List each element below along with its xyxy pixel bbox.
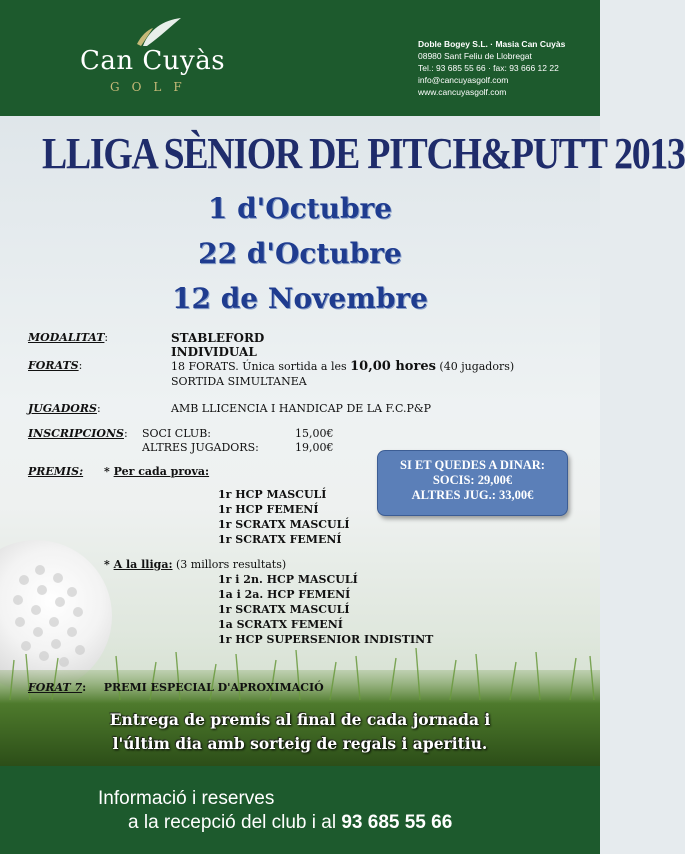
liga-prize-item: 1a SCRATX FEMENÍ: [218, 618, 343, 631]
liga-prize-item: 1r HCP SUPERSENIOR INDISTINT: [218, 633, 434, 646]
soci-price: 15,00€: [295, 427, 334, 440]
leaf-icon: [135, 16, 185, 48]
jugadors-value: AMB LLICENCIA I HANDICAP DE LA F.C.P&P: [171, 402, 432, 415]
company-name: Doble Bogey S.L. · Masia Can Cuyàs: [418, 39, 566, 49]
logo-name: Can Cuyàs: [80, 46, 226, 76]
modalitat-row: MODALITAT: STABLEFORD INDIVIDUAL: [28, 331, 265, 359]
date-1: 1 d'Octubre: [207, 192, 393, 225]
club-logo: [80, 16, 230, 106]
liga-prize-item: 1r i 2n. HCP MASCULÍ: [218, 573, 358, 586]
liga-prize-item: 1a i 2a. HCP FEMENÍ: [218, 588, 351, 601]
modalitat-value: STABLEFORD INDIVIDUAL: [171, 331, 265, 359]
closing-line-2: l'últim dia amb sorteig de regals i aperitiu.: [112, 734, 488, 753]
prize-item: 1r SCRATX MASCULÍ: [218, 518, 350, 531]
date-2: 22 d'Octubre: [198, 237, 402, 270]
forats-players: (40 jugadors): [435, 360, 515, 373]
altres-price: 19,00€: [295, 441, 334, 454]
liga-heading: * A la lliga: (3 millors resultats): [104, 558, 287, 571]
forats-line2: SORTIDA SIMULTANEA: [171, 375, 307, 388]
forats-label: FORATS: [28, 359, 79, 372]
forats-hour: 10,00 hores: [350, 359, 436, 374]
forats-value: [171, 359, 514, 374]
forat7-value: PREMI ESPECIAL D'APROXIMACIÓ: [103, 681, 324, 694]
closing-line-1: Entrega de premis al final de cada jornada i: [109, 710, 491, 729]
footer-band: [0, 766, 600, 854]
poster-title: LLIGA SÈNIOR DE PITCH&PUTT 2013: [42, 129, 685, 178]
lunch-title: SI ET QUEDES A DINAR:: [400, 458, 545, 472]
prize-item: 1r SCRATX FEMENÍ: [218, 533, 342, 546]
address: 08980 Sant Feliu de Llobregat: [418, 51, 532, 61]
footer-reservations: [128, 812, 452, 834]
jugadors-label: JUGADORS: [28, 402, 97, 415]
liga-note: (3 millors resultats): [172, 558, 287, 571]
liga-prize-item: 1r SCRATX MASCULÍ: [218, 603, 350, 616]
liga-label: A la lliga:: [113, 558, 173, 571]
prize-item: 1r HCP MASCULÍ: [218, 488, 327, 501]
footer-info: Informació i reserves: [98, 788, 275, 809]
prize-item: 1r HCP FEMENÍ: [218, 503, 319, 516]
forat7-label: FORAT 7: [28, 681, 83, 694]
altres-label: ALTRES JUGADORS:: [142, 441, 259, 454]
per-prova-label: Per cada prova:: [113, 465, 210, 478]
date-3: 12 de Novembre: [172, 282, 428, 315]
forats-text: 18 FORATS. Única sortida a les: [171, 360, 351, 373]
footer-phone: 93 685 55 66: [341, 812, 453, 833]
lunch-others-price: ALTRES JUG.: 33,00€: [411, 488, 534, 502]
lunch-price-box: [377, 450, 568, 516]
forat7-row: FORAT 7: PREMI ESPECIAL D'APROXIMACIÓ: [28, 681, 324, 694]
modalitat-label: MODALITAT: [28, 331, 105, 344]
soci-label: SOCI CLUB:: [142, 427, 211, 440]
inscripcions-label: INSCRIPCIONS: [28, 427, 124, 440]
phones: Tel.: 93 685 55 66 · fax: 93 666 12 22: [418, 63, 559, 73]
inscripcions-row: INSCRIPCIONS:: [28, 427, 128, 440]
premis-label: PREMIS:: [28, 465, 84, 478]
logo-subtitle: GOLF: [110, 80, 194, 94]
jugadors-row: JUGADORS: AMB LLICENCIA I HANDICAP DE LA F.C.P&P: [28, 402, 432, 415]
contact-block: [418, 38, 565, 98]
premis-label-row: [28, 465, 83, 478]
website: www.cancuyasgolf.com: [418, 87, 507, 97]
forats-row: FORATS: 18 FORATS. Única sortida a les 10,00 hores (40 jugadors): [28, 359, 515, 374]
footer-reservations-text: a la recepció del club i al: [128, 812, 342, 833]
lunch-members-price: SOCIS: 29,00€: [432, 473, 513, 487]
per-prova-heading: * Per cada prova:: [104, 465, 210, 478]
email: info@cancuyasgolf.com: [418, 75, 509, 85]
